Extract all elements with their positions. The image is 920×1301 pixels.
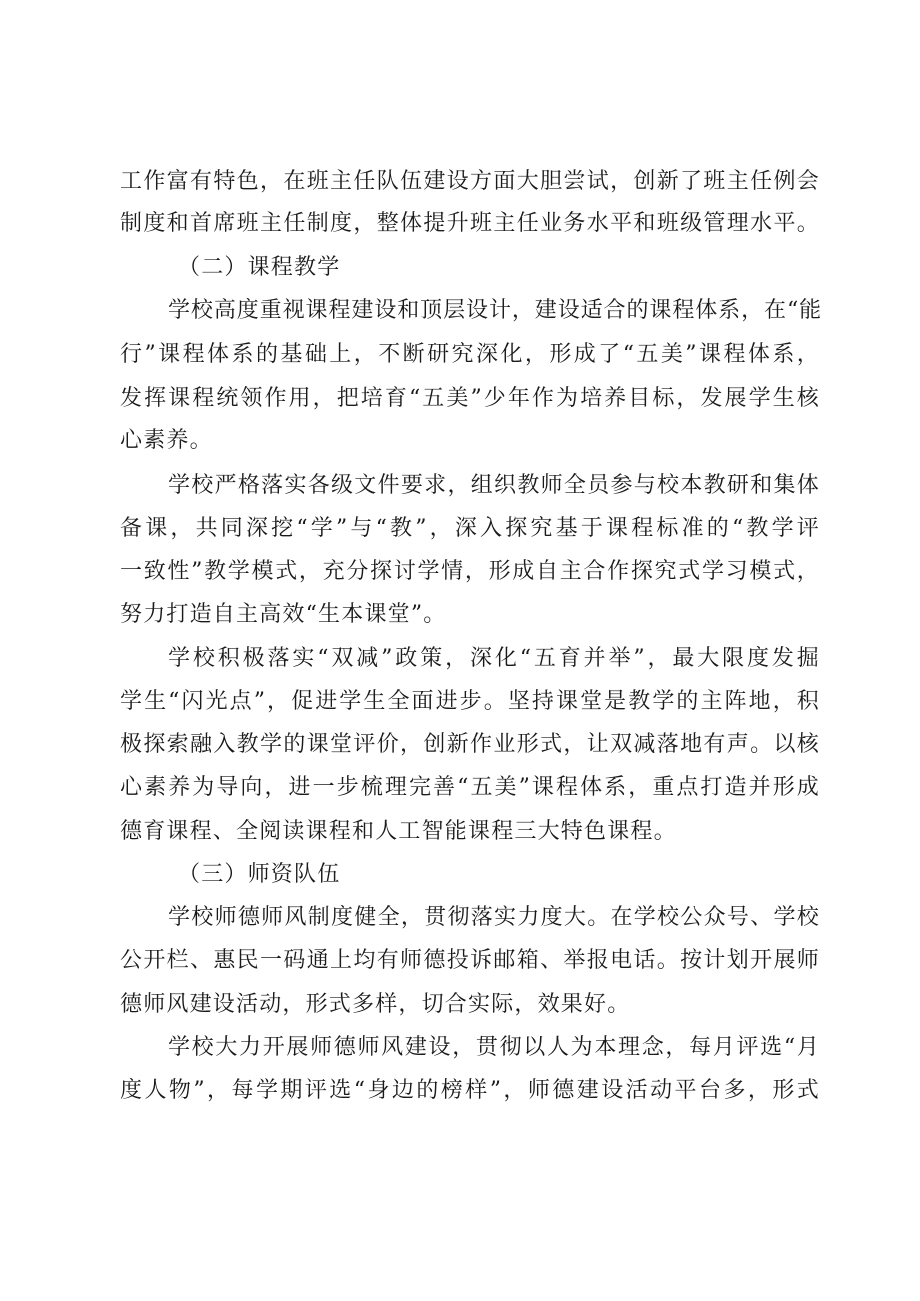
paragraph-line: 德师风建设活动，形式多样，切合实际，效果好。 xyxy=(120,992,631,1017)
paragraph-line: 公开栏、惠民一码通上均有师德投诉邮箱、举报电话。按计划开展师 xyxy=(120,948,820,973)
paragraph-line: 学校积极落实“双减”政策，深化“五育并举”，最大限度发掘 xyxy=(168,646,820,671)
paragraph-line: 学生“闪光点”，促进学生全面进步。坚持课堂是教学的主阵地，积 xyxy=(120,689,820,714)
paragraph-line: 心素养为导向，进一步梳理完善“五美”课程体系，重点打造并形成 xyxy=(120,775,820,800)
paragraph-line: 备课，共同深挖“学”与“教”，深入探究基于课程标准的“教学评 xyxy=(120,516,820,541)
paragraph-line: 行”课程体系的基础上，不断研究深化，形成了“五美”课程体系， xyxy=(120,342,820,367)
paragraph-line: 心素养。 xyxy=(120,428,213,453)
paragraph-line: 一致性”教学模式，充分探讨学情，形成自主合作探究式学习模式， xyxy=(120,559,820,584)
paragraph-line: 制度和首席班主任制度，整体提升班主任业务水平和班级管理水平。 xyxy=(120,211,820,236)
paragraph-line: 学校高度重视课程建设和顶层设计，建设适合的课程体系，在“能 xyxy=(168,298,823,323)
section-heading-course-teaching: （二）课程教学 xyxy=(178,255,341,280)
paragraph-line: 度人物”，每学期评选“身边的榜样”，师德建设活动平台多，形式 xyxy=(120,1078,820,1103)
paragraph-line: 学校严格落实各级文件要求，组织教师全员参与校本教研和集体 xyxy=(168,473,820,498)
paragraph-line: 发挥课程统领作用，把培育“五美”少年作为培养目标，发展学生核 xyxy=(120,386,820,411)
paragraph-line: 极探索融入教学的课堂评价，创新作业形式，让双减落地有声。以核 xyxy=(120,732,820,757)
paragraph-line: 工作富有特色，在班主任队伍建设方面大胆尝试，创新了班主任例会 xyxy=(120,169,820,194)
paragraph-line: 学校大力开展师德师风建设，贯彻以人为本理念，每月评选“月 xyxy=(168,1035,820,1060)
paragraph-line: 德育课程、全阅读课程和人工智能课程三大特色课程。 xyxy=(120,819,677,844)
paragraph-line: 努力打造自主高效“生本课堂”。 xyxy=(120,602,447,627)
section-heading-teaching-staff: （三）师资队伍 xyxy=(178,862,341,887)
paragraph-line: 学校师德师风制度健全，贯彻落实力度大。在学校公众号、学校 xyxy=(168,905,820,930)
